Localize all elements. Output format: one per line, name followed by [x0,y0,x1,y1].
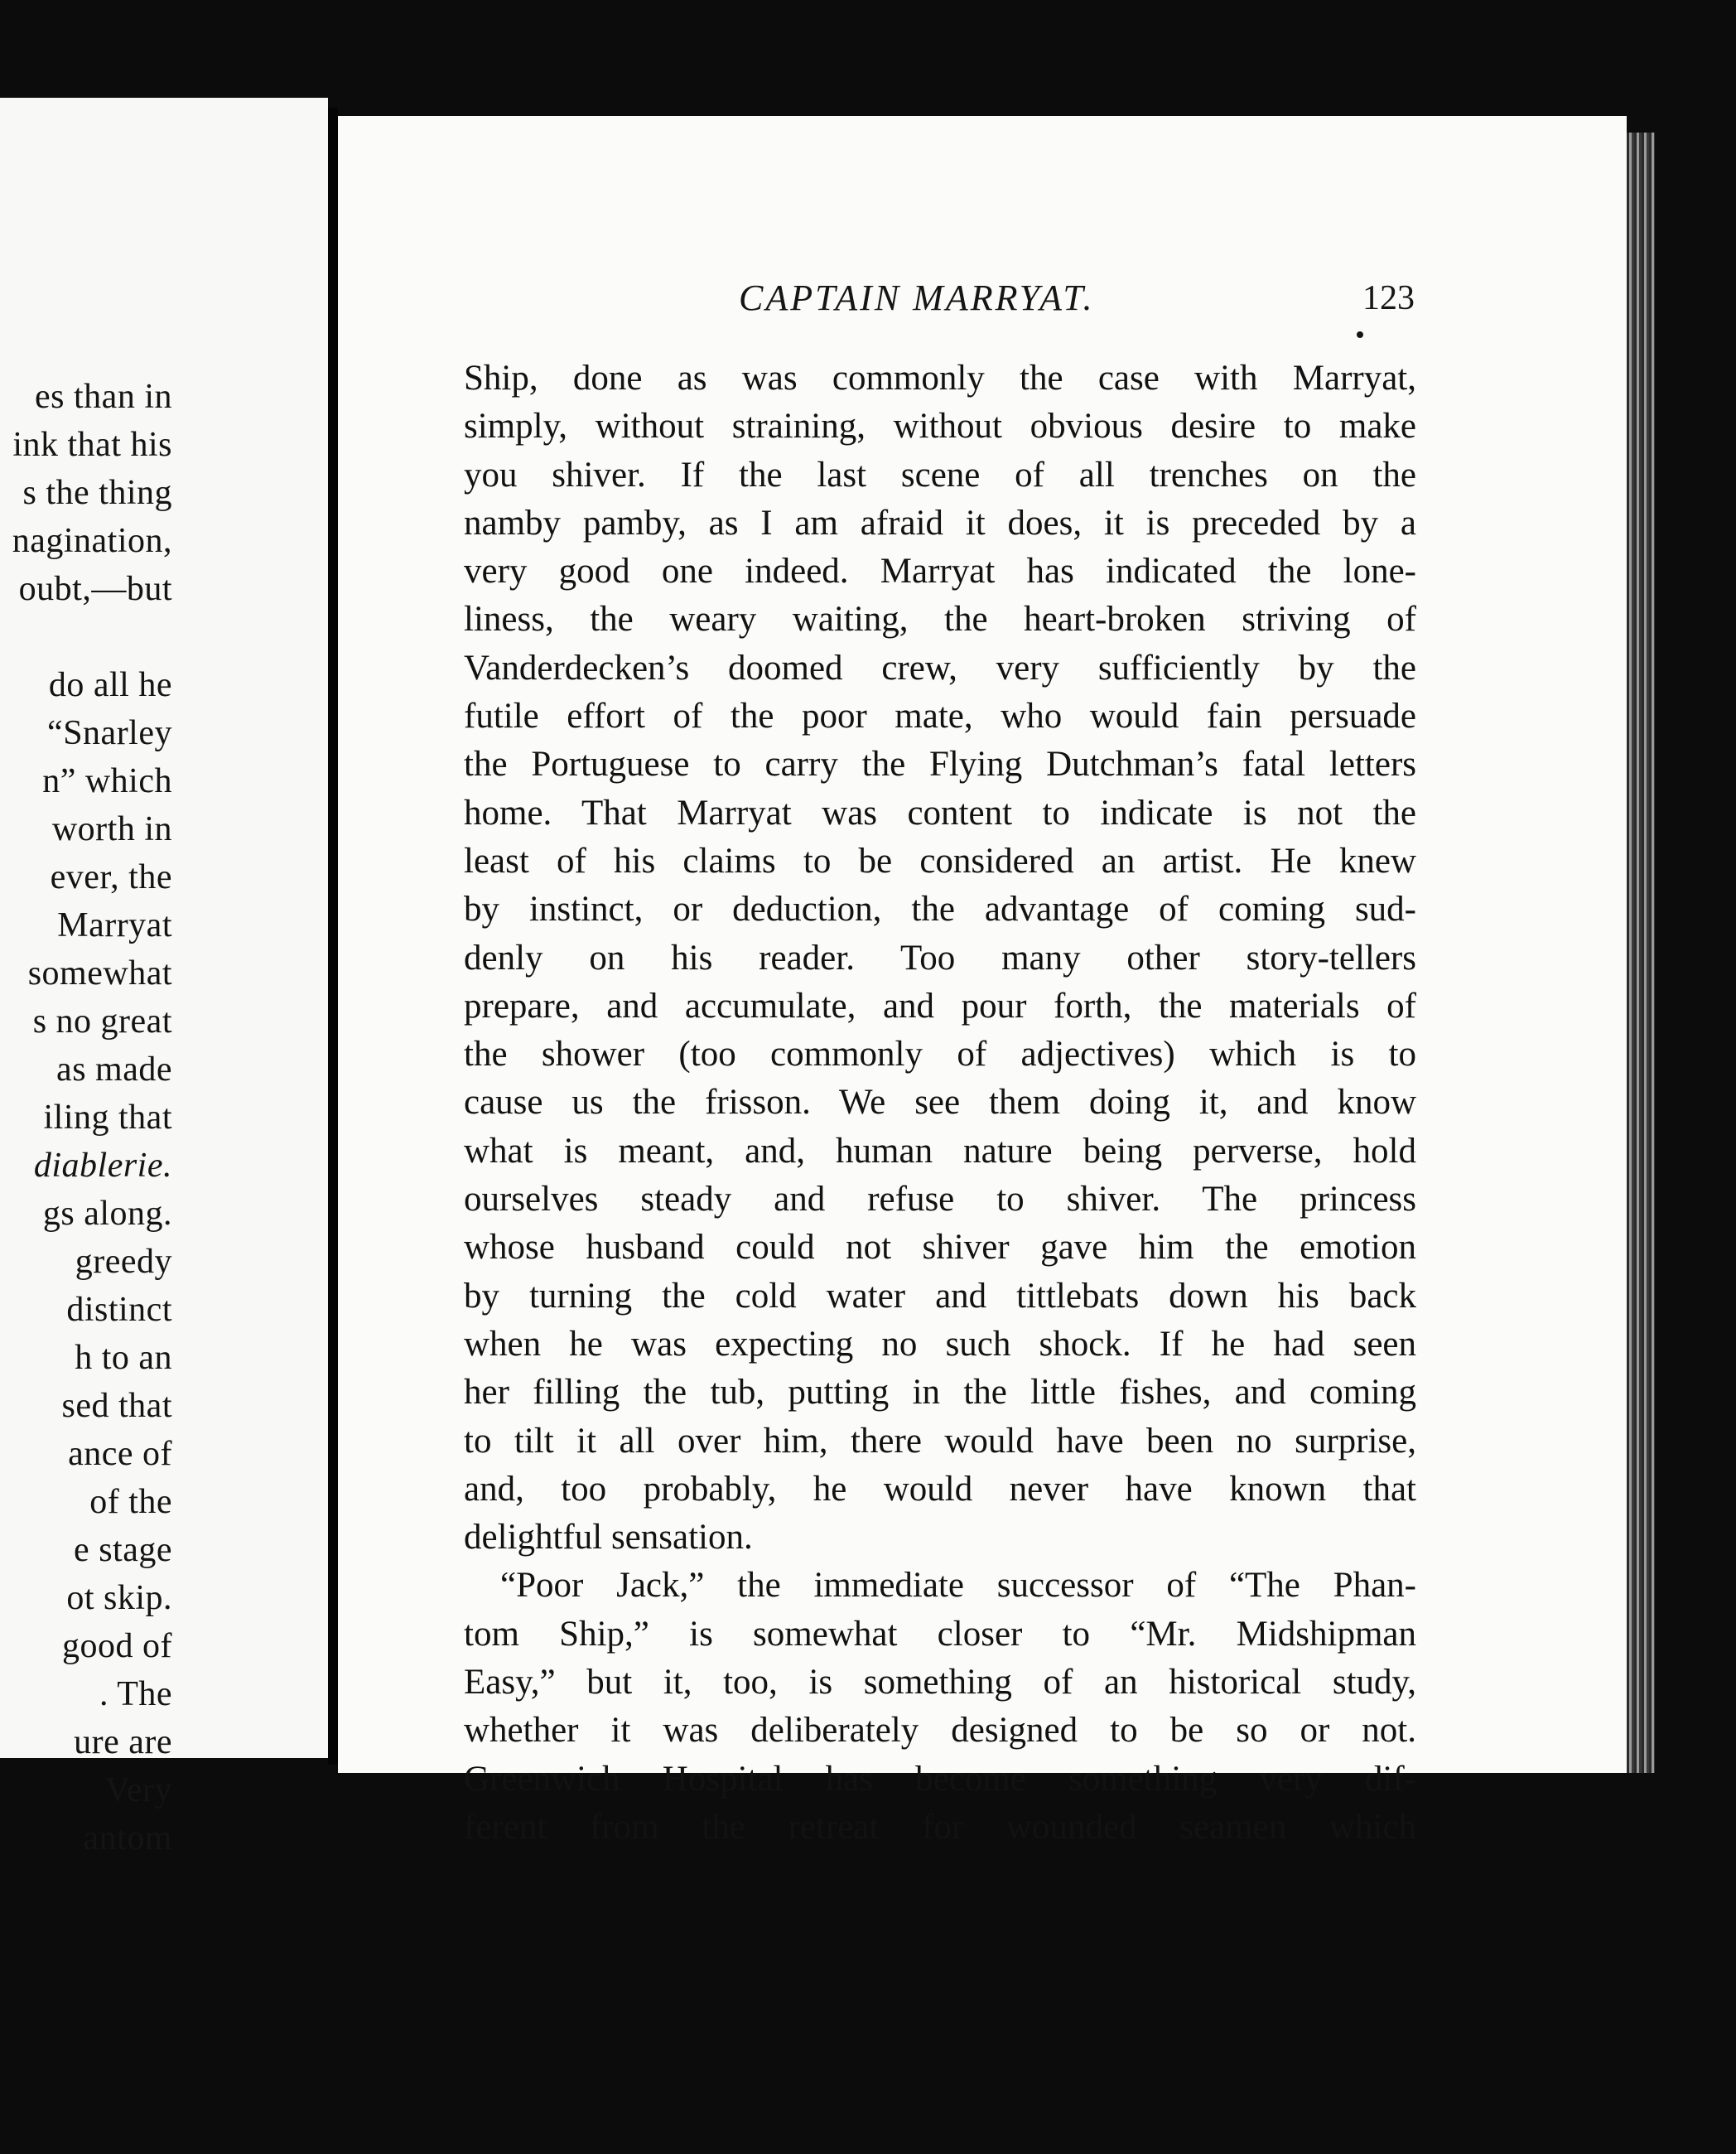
left-page [0,98,328,1857]
text-line: the Portuguese to carry the Flying Dutchman’s fatal letters [464,745,1416,785]
left-line: . The [99,1675,172,1713]
text-line: home. That Marryat was content to indicate is not the [464,793,1416,833]
text-line: prepare, and accumulate, and pour forth, the materials of [464,986,1416,1026]
text-line: the shower (too commonly of adjectives) which is to [464,1035,1416,1075]
left-line: ance of [68,1435,172,1473]
left-line: ure are [74,1723,172,1761]
left-line: ink that his [12,426,172,464]
text-line: whose husband could not shiver gave him the emotion [464,1228,1416,1268]
text-line: ourselves steady and refuse to shiver. The princess [464,1180,1416,1219]
text-line: when he was expecting no such shock. If he had seen [464,1324,1416,1364]
left-line: do all he [48,666,172,704]
left-line: greedy [75,1243,172,1281]
text-line: tom Ship,” is somewhat closer to “Mr. Midshipman [464,1614,1416,1654]
left-line: distinct [66,1291,172,1329]
left-line: n” which [42,762,172,800]
left-line: s no great [32,1002,172,1041]
left-line: es than in [35,378,172,416]
text-line: futile effort of the poor mate, who would fain persuade [464,697,1416,737]
text-line: by turning the cold water and tittlebats down his back [464,1276,1416,1316]
text-line: by instinct, or deduction, the advantage of coming sud- [464,890,1416,930]
left-line: oubt,—but [18,570,172,608]
text-line: “Poor Jack,” the immediate successor of “The Phan- [500,1566,1416,1606]
text-line: what is meant, and, human nature being perverse, hold [464,1131,1416,1171]
page-edge [1627,133,1655,1773]
text-line: cause us the frisson. We see them doing it, and know [464,1083,1416,1123]
text-line: very good one indeed. Marryat has indicated the lone- [464,552,1416,592]
left-line: Marryat [57,906,172,944]
text-line: Easy,” but it, too, is something of an historical study, [464,1663,1416,1702]
page-number: 123 [1362,279,1415,317]
text-line: namby pamby, as I am afraid it does, it is preceded by a [464,503,1416,543]
left-line: nagination, [12,522,172,560]
left-line: e stage [74,1531,172,1569]
text-line: denly on his reader. Too many other story-tellers [464,938,1416,978]
left-line: of the [89,1483,172,1521]
text-line: you shiver. If the last scene of all trenches on the [464,455,1416,495]
text-line: her filling the tub, putting in the little fishes, and coming [464,1373,1416,1413]
left-line: “Snarley [47,714,172,752]
left-line: h to an [75,1339,172,1377]
book-gutter [328,108,338,1765]
text-line: liness, the weary waiting, the heart-broken striving of [464,600,1416,640]
left-line: good of [62,1627,172,1665]
text-line: ferent from the retreat for wounded seamen which [464,1807,1416,1847]
ink-mark [1357,331,1363,338]
left-line: gs along. [42,1195,172,1233]
left-line: worth in [51,810,172,848]
text-line: whether it was deliberately designed to be so or not. [464,1711,1416,1751]
left-line: diablerie. [33,1147,172,1185]
body-text [464,355,1416,1852]
running-head: CAPTAIN MARRYAT. [739,278,1095,318]
left-line: antom [83,1819,172,1857]
left-line: sed that [61,1387,172,1425]
left-line: s the thing [22,474,172,512]
text-line: and, too probably, he would never have known that [464,1469,1416,1509]
left-line: Very [104,1771,172,1809]
text-line: Greenwich Hospital has become something very dif- [464,1759,1416,1799]
left-line: as made [56,1050,172,1089]
text-line: delightful sensation. [464,1518,753,1558]
text-line: Vanderdecken’s doomed crew, very sufficiently by the [464,648,1416,688]
left-line: iling that [43,1099,172,1137]
text-line: to tilt it all over him, there would have been no surprise, [464,1421,1416,1461]
left-line: ever, the [50,858,172,896]
text-line: least of his claims to be considered an artist. He knew [464,841,1416,881]
left-line: ot skip. [66,1579,172,1617]
left-line: somewhat [27,954,172,992]
text-line: simply, without straining, without obvious desire to make [464,407,1416,447]
text-line: Ship, done as was commonly the case with Marryat, [464,359,1416,398]
